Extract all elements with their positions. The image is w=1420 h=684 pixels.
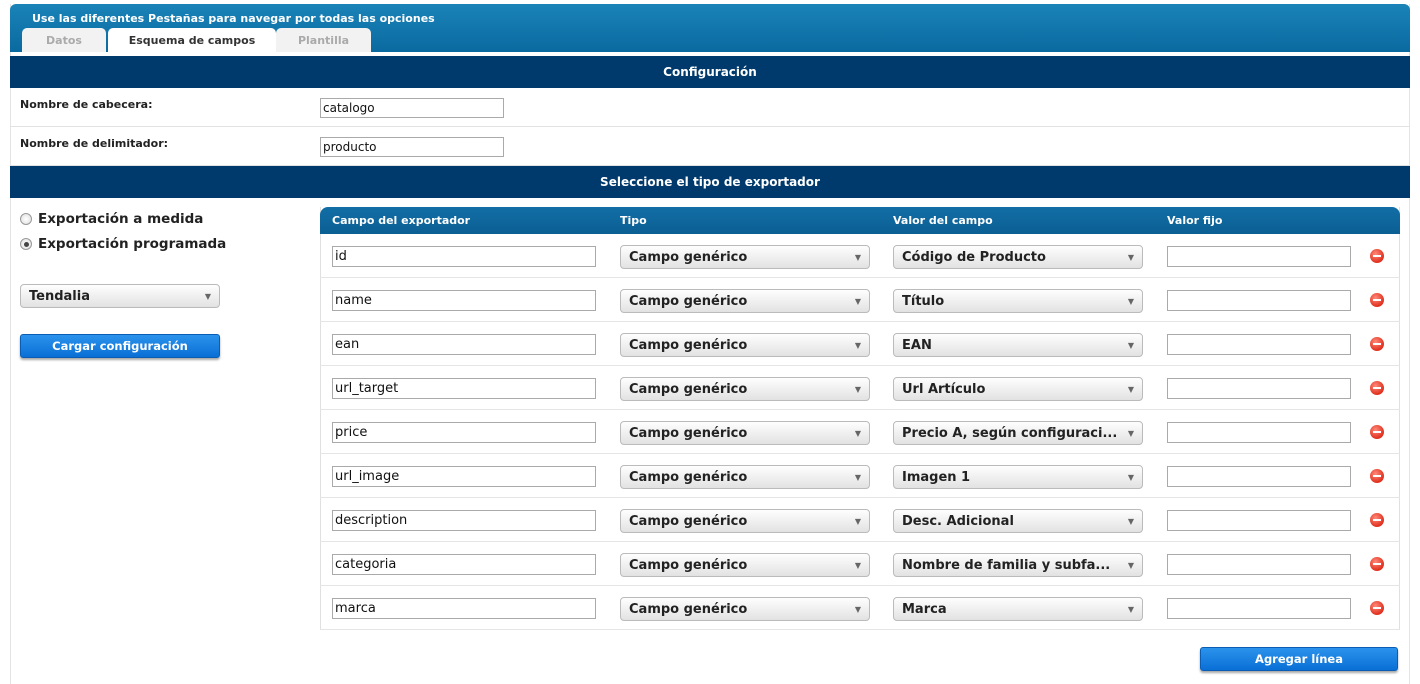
type-select[interactable] [620, 597, 870, 621]
load-config-button[interactable]: Cargar configuración [20, 334, 220, 358]
delete-row-icon[interactable] [1370, 513, 1384, 527]
field-name-input[interactable] [332, 422, 596, 443]
fixed-value-input[interactable] [1167, 598, 1351, 619]
delete-row-icon[interactable] [1370, 469, 1384, 483]
fixed-value-input[interactable] [1167, 510, 1351, 531]
chevron-down-icon: ▼ [854, 605, 861, 614]
column-header-field: Campo del exportador [332, 214, 471, 227]
fixed-value-input[interactable] [1167, 466, 1351, 487]
type-select-value: Campo genérico [629, 470, 748, 485]
value-select[interactable] [893, 289, 1143, 313]
field-name-input[interactable] [332, 246, 596, 267]
header-name-row [10, 88, 1410, 127]
header-name-input[interactable] [320, 98, 504, 118]
delete-row-icon[interactable] [1370, 249, 1384, 263]
fixed-value-input[interactable] [1167, 290, 1351, 311]
chevron-down-icon: ▼ [1127, 605, 1134, 614]
tab-plantilla[interactable]: Plantilla [276, 28, 371, 52]
type-select-value: Campo genérico [629, 426, 748, 441]
value-select-value: Imagen 1 [902, 470, 971, 485]
field-name-input[interactable] [332, 334, 596, 355]
field-name-input[interactable] [332, 466, 596, 487]
option-custom-export[interactable] [20, 211, 203, 227]
fields-table-header [320, 207, 1400, 234]
chevron-down-icon: ▼ [1127, 561, 1134, 570]
delete-row-icon[interactable] [1370, 425, 1384, 439]
tab-esquema-de-campos[interactable]: Esquema de campos [108, 28, 276, 52]
value-select[interactable] [893, 245, 1143, 269]
delimiter-row [10, 127, 1410, 166]
value-select[interactable] [893, 421, 1143, 445]
table-row [320, 410, 1400, 454]
value-select-value: Título [902, 294, 945, 309]
table-row [320, 322, 1400, 366]
option-scheduled-export-label: Exportación programada [38, 236, 227, 252]
type-select[interactable] [620, 377, 870, 401]
chevron-down-icon: ▼ [854, 517, 861, 526]
field-name-input[interactable] [332, 378, 596, 399]
fixed-value-input[interactable] [1167, 246, 1351, 267]
option-scheduled-export[interactable] [20, 236, 226, 252]
value-select-value: Nombre de familia y subfa... [902, 558, 1111, 573]
navigation-hint: Use las diferentes Pestañas para navegar por todas las opciones [32, 12, 435, 25]
chevron-down-icon: ▼ [854, 341, 861, 350]
table-row [320, 278, 1400, 322]
chevron-down-icon: ▼ [1127, 385, 1134, 394]
type-select-value: Campo genérico [629, 602, 748, 617]
value-select[interactable] [893, 597, 1143, 621]
type-select-value: Campo genérico [629, 294, 748, 309]
chevron-down-icon: ▼ [204, 292, 211, 301]
fixed-value-input[interactable] [1167, 554, 1351, 575]
preset-select[interactable] [20, 284, 220, 308]
delete-row-icon[interactable] [1370, 381, 1384, 395]
field-name-input[interactable] [332, 554, 596, 575]
value-select-value: Marca [902, 602, 947, 617]
type-select-value: Campo genérico [629, 514, 748, 529]
config-section-title: Configuración [10, 56, 1410, 88]
chevron-down-icon: ▼ [854, 561, 861, 570]
type-select[interactable] [620, 333, 870, 357]
type-select[interactable] [620, 245, 870, 269]
radio-custom-export[interactable] [20, 213, 32, 225]
delimiter-label: Nombre de delimitador: [20, 137, 169, 150]
type-select[interactable] [620, 509, 870, 533]
fixed-value-input[interactable] [1167, 378, 1351, 399]
type-select[interactable] [620, 421, 870, 445]
chevron-down-icon: ▼ [1127, 429, 1134, 438]
value-select[interactable] [893, 509, 1143, 533]
value-select[interactable] [893, 333, 1143, 357]
column-header-fixed: Valor fijo [1167, 214, 1223, 227]
table-row [320, 234, 1400, 278]
exporter-section-title: Seleccione el tipo de exportador [10, 166, 1410, 198]
delete-row-icon[interactable] [1370, 601, 1384, 615]
fixed-value-input[interactable] [1167, 422, 1351, 443]
type-select-value: Campo genérico [629, 558, 748, 573]
chevron-down-icon: ▼ [854, 473, 861, 482]
type-select[interactable] [620, 289, 870, 313]
delete-row-icon[interactable] [1370, 293, 1384, 307]
chevron-down-icon: ▼ [854, 385, 861, 394]
chevron-down-icon: ▼ [1127, 297, 1134, 306]
type-select[interactable] [620, 465, 870, 489]
header-name-label: Nombre de cabecera: [20, 98, 153, 111]
table-row [320, 498, 1400, 542]
value-select-value: Desc. Adicional [902, 514, 1014, 529]
table-row [320, 454, 1400, 498]
fixed-value-input[interactable] [1167, 334, 1351, 355]
value-select-value: Código de Producto [902, 250, 1046, 265]
column-header-type: Tipo [620, 214, 647, 227]
delimiter-input[interactable] [320, 137, 504, 157]
field-name-input[interactable] [332, 290, 596, 311]
type-select-value: Campo genérico [629, 382, 748, 397]
delete-row-icon[interactable] [1370, 557, 1384, 571]
chevron-down-icon: ▼ [1127, 253, 1134, 262]
value-select-value: Url Artículo [902, 382, 986, 397]
tab-datos[interactable]: Datos [22, 28, 106, 52]
chevron-down-icon: ▼ [1127, 473, 1134, 482]
chevron-down-icon: ▼ [1127, 517, 1134, 526]
preset-select-value: Tendalia [29, 289, 90, 304]
option-custom-export-label: Exportación a medida [38, 211, 204, 227]
value-select[interactable] [893, 465, 1143, 489]
type-select-value: Campo genérico [629, 250, 748, 265]
column-header-value: Valor del campo [893, 214, 993, 227]
value-select-value: Precio A, según configuraci... [902, 426, 1118, 441]
add-line-button[interactable]: Agregar línea [1200, 647, 1398, 671]
chevron-down-icon: ▼ [854, 253, 861, 262]
chevron-down-icon: ▼ [1127, 341, 1134, 350]
field-name-input[interactable] [332, 510, 596, 531]
chevron-down-icon: ▼ [854, 429, 861, 438]
table-row [320, 542, 1400, 586]
type-select-value: Campo genérico [629, 338, 748, 353]
chevron-down-icon: ▼ [854, 297, 861, 306]
type-select[interactable] [620, 553, 870, 577]
value-select[interactable] [893, 553, 1143, 577]
radio-scheduled-export[interactable] [20, 238, 32, 250]
value-select-value: EAN [902, 338, 932, 353]
field-name-input[interactable] [332, 598, 596, 619]
delete-row-icon[interactable] [1370, 337, 1384, 351]
value-select[interactable] [893, 377, 1143, 401]
table-row [320, 366, 1400, 410]
table-row [320, 586, 1400, 630]
